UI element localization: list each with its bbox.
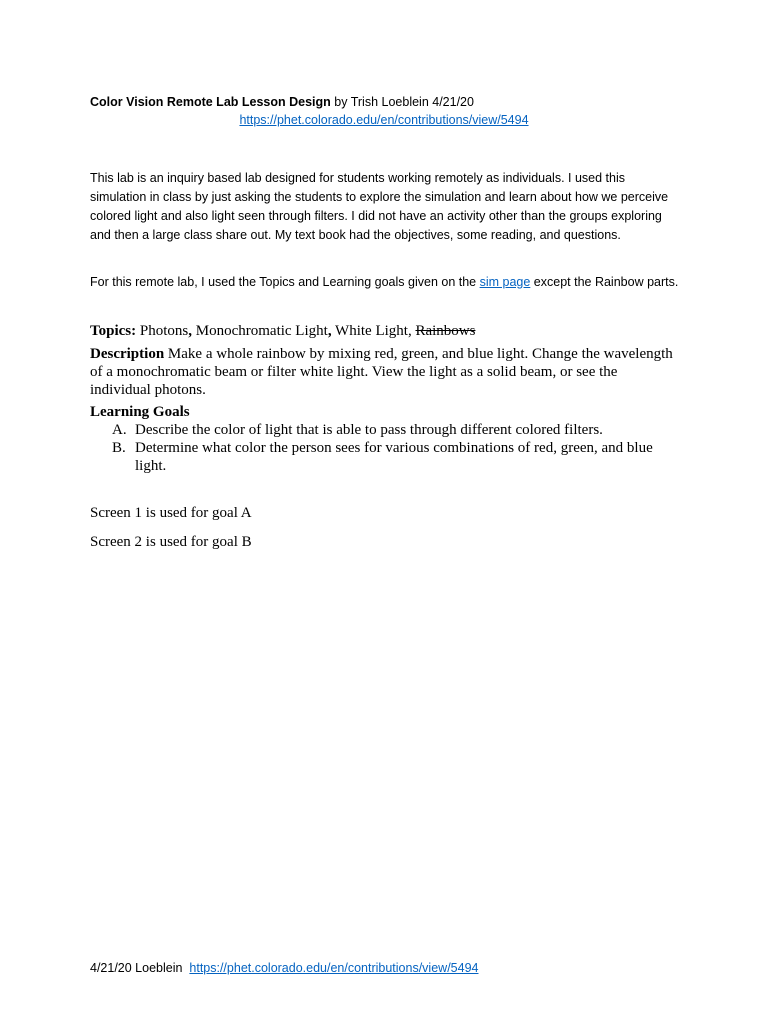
topics-line (90, 322, 690, 340)
header-url-link[interactable]: https://phet.colorado.edu/en/contributions/view/5494 (239, 113, 529, 127)
topic-white-light: White Light, (331, 323, 416, 339)
topic-monochromatic: Monochromatic Light (192, 323, 328, 339)
topic-photons: Photons (136, 323, 189, 339)
list-item (90, 439, 680, 475)
topic-separator-2: , (327, 323, 332, 339)
topic-separator-1: , (188, 323, 192, 339)
description-text: Make a whole rainbow by mixing red, green, and blue light. Change the wavelength of a monochromatic beam or filter white light. View the light as a solid beam, or see the individual photons. (90, 346, 673, 398)
list-item (90, 421, 680, 439)
goal-marker-b: B. (112, 440, 126, 456)
description-label: Description (90, 346, 165, 362)
footer-url-link[interactable]: https://phet.colorado.edu/en/contributions/view/5494 (189, 961, 479, 975)
para2-before: For this remote lab, I used the Topics and Learning goals given on the (90, 275, 480, 289)
goal-text-a: Describe the color of light that is able to pass through different colored filters. (135, 422, 603, 438)
remote-lab-paragraph (90, 273, 680, 292)
learning-goals-list (90, 421, 680, 475)
goal-text-b: Determine what color the person sees for various combinations of red, green, and blue light. (135, 440, 653, 474)
sim-page-link[interactable]: sim page (479, 275, 531, 289)
screen1-note: Screen 1 is used for goal A (90, 505, 252, 521)
footer-text: 4/21/20 Loeblein (90, 961, 190, 975)
description-paragraph (90, 345, 680, 399)
document-title (90, 93, 690, 112)
intro-paragraph: This lab is an inquiry based lab designed for students working remotely as individuals. I used this simulation in class by just asking the students to explore the simulation and learn about how we perceive colored light and also light seen through filters. I did not have an activity other than the groups exploring and then a large class share out. My text book had the objectives, some reading, and questions. (90, 171, 669, 242)
goal-marker-a: A. (112, 422, 127, 438)
topic-rainbows-struck: Rainbows (415, 323, 476, 339)
topics-label: Topics: (90, 323, 137, 339)
header-url-line (0, 111, 768, 130)
para2-after: except the Rainbow parts. (530, 275, 679, 289)
title-byline: by Trish Loeblein 4/21/20 (330, 95, 474, 109)
title-bold: Color Vision Remote Lab Lesson Design (90, 95, 331, 109)
screen2-note: Screen 2 is used for goal B (90, 534, 252, 550)
learning-goals-heading: Learning Goals (90, 404, 190, 420)
page-footer (90, 959, 478, 978)
